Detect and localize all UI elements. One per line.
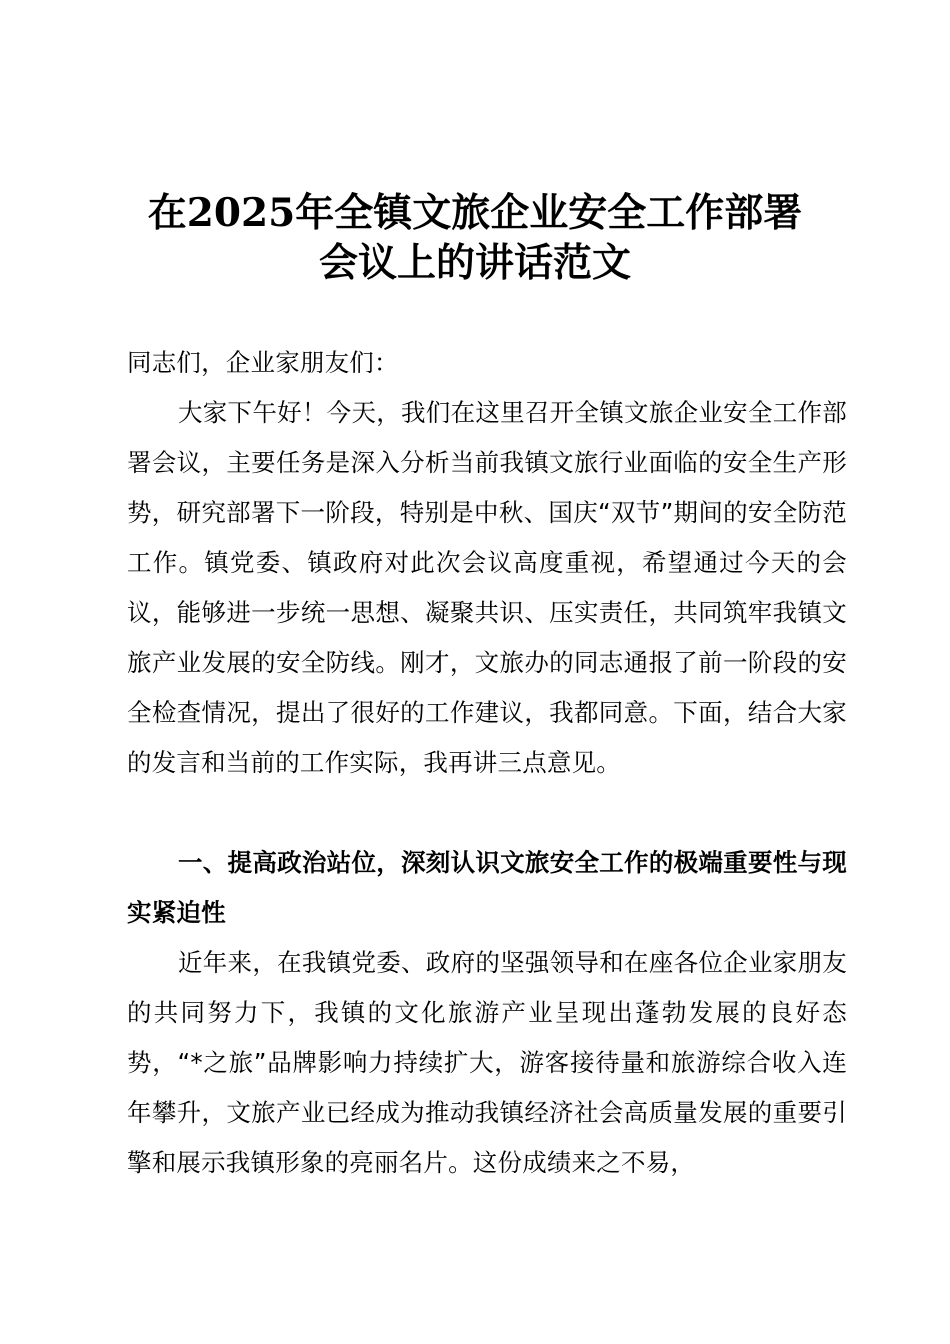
paragraph-opening: 大家下午好！今天，我们在这里召开全镇文旅企业安全工作部署会议，主要任务是深入分析当前我镇文旅行业面临的安全生产形势，研究部署下一阶段，特别是中秋、国庆“双节”期间的安全防范工作。镇党委、镇政府对此次会议高度重视，希望通过今天的会议，能够进一步统一思想、凝聚共识、压实责任，共同筑牢我镇文旅产业发展的安全防线。刚才，文旅办的同志通报了前一阶段的安全检查情况，提出了很好的工作建议，我都同意。下面，结合大家的发言和当前的工作实际，我再讲三点意见。: [127, 398, 847, 777]
paragraph-section-1: 近年来，在我镇党委、政府的坚强领导和在座各位企业家朋友的共同努力下，我镇的文化旅游产业呈现出蓬勃发展的良好态势，“*之旅”品牌影响力持续扩大，游客接待量和旅游综合收入连年攀升，文旅产业已经成为推动我镇经济社会高质量发展的重要引擎和展示我镇形象的亮丽名片。这份成绩来之不易，: [127, 948, 847, 1177]
title-line-2: 会议上的讲话范文: [318, 240, 631, 286]
document-title: [100, 188, 850, 288]
salutation: 同志们，企业家朋友们：: [127, 348, 399, 377]
section-heading-1: 一、提高政治站位，深刻认识文旅安全工作的极端重要性与现实紧迫性: [127, 848, 847, 927]
title-line-1: 在2025年全镇文旅企业安全工作部署: [147, 190, 803, 236]
